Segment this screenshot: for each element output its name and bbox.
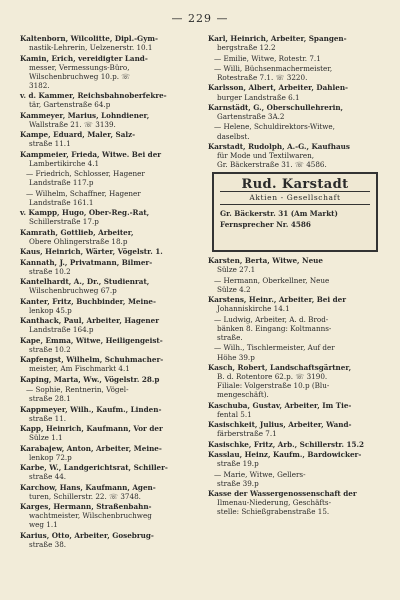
directory-entry <box>20 405 200 423</box>
entry-line: Kappmeyer, Wilh., Kaufm., Linden- <box>20 404 162 414</box>
entry-line: Karsten, Berta, Witwe, Neue <box>208 256 323 266</box>
directory-entry <box>20 208 200 226</box>
directory-subentry <box>208 315 388 342</box>
entry-continuation: Gr. Bäckerstraße 31. ☏ 4586. <box>217 160 327 170</box>
entry-line: Kanthack, Paul, Arbeiter, Hagener <box>20 316 160 326</box>
entry-line: — Friedrich, Schlosser, Hagener <box>26 169 145 179</box>
entry-continuation: Landstraße 161.1 <box>29 197 94 207</box>
directory-entry <box>20 277 200 295</box>
entry-continuation: burger Landstraße 6.1 <box>217 92 300 102</box>
directory-subentry <box>208 470 388 488</box>
entry-continuation: straße 44. <box>29 472 67 482</box>
directory-subentry <box>20 189 200 207</box>
entry-line: Karnstädt, G., Oberschullehrerin, <box>208 102 344 112</box>
entry-continuation: Wilschenbruchweg 67.p <box>29 286 117 296</box>
right-column-top-entries <box>208 34 388 169</box>
entry-line: Kaping, Marta, Ww., Vögelstr. 28.p <box>20 374 160 384</box>
entry-line: — Wilh., Tischlermeister, Auf der <box>214 343 335 353</box>
entry-continuation: Sülze 4.2 <box>217 284 251 294</box>
entry-line: Kaschuba, Gustav, Arbeiter, Im Tie- <box>208 400 352 410</box>
directory-subentry <box>208 64 388 82</box>
directory-entry <box>208 103 388 121</box>
entry-line: Kaus, Heinrich, Wärter, Vögelstr. 1. <box>20 247 163 257</box>
directory-entry <box>20 463 200 481</box>
directory-entry <box>208 450 388 468</box>
directory-entry <box>20 531 200 549</box>
entry-continuation: bänken 8. Eingang: Koltmanns- <box>217 323 332 333</box>
directory-entry <box>20 502 200 529</box>
directory-entry <box>20 91 200 109</box>
entry-continuation: straße 11.1 <box>29 139 71 149</box>
entry-continuation: straße 10.2 <box>29 266 71 276</box>
directory-entry <box>20 258 200 276</box>
directory-subentry <box>208 276 388 294</box>
entry-continuation: wachtmeister, Wilschenbruchweg <box>29 511 152 521</box>
directory-entry <box>208 256 388 274</box>
directory-entry <box>20 444 200 462</box>
entry-continuation: Wallstraße 21. ☏ 3139. <box>29 119 116 129</box>
directory-entry <box>208 83 388 101</box>
directory-entry <box>20 336 200 354</box>
entry-line: Karges, Hermann, Straßenbahn- <box>20 502 152 511</box>
entry-line: Karchow, Hans, Kaufmann, Agen- <box>20 482 156 492</box>
entry-continuation: Filiale: Volgerstraße 10.p (Blu- <box>217 381 330 391</box>
entry-line: — Helene, Schuldirektors-Witwe, <box>214 122 335 132</box>
entry-line: Kamin, Erich, vereidigter Land- <box>20 53 148 63</box>
directory-entry <box>208 440 388 449</box>
entry-line: Kasslau, Heinz, Kaufm., Bardowicker- <box>208 450 362 460</box>
entry-line: Kannath, J., Privatmann, Bilmer- <box>20 257 153 267</box>
entry-continuation: straße 28.1 <box>29 394 71 404</box>
entry-line: Karl, Heinrich, Arbeiter, Spangen- <box>208 34 347 43</box>
entry-continuation: turen, Schillerstr. 22. ☏ 3748. <box>29 491 141 501</box>
directory-entry <box>208 34 388 52</box>
entry-line: Kaltenborn, Wilcolitte, Dipl.-Gym- <box>20 34 158 43</box>
entry-continuation: Gartenstraße 3A.2 <box>217 112 285 121</box>
page-number: — 229 — <box>171 12 229 25</box>
entry-continuation: Rotestraße 7.1. ☏ 3220. <box>217 73 308 82</box>
entry-line: — Hermann, Oberkellner, Neue <box>214 275 330 285</box>
ad-address: Gr. Bäckerstr. 31 (Am Markt) <box>220 208 338 218</box>
directory-entry <box>208 401 388 419</box>
ad-title: Rud. Karstadt <box>241 177 349 193</box>
entry-continuation: straße 39.p <box>217 478 259 488</box>
entry-line: — Willi, Büchsenmachermeister, <box>214 63 333 73</box>
karstadt-advertisement <box>212 172 378 252</box>
entry-line: v. Kampp, Hugo, Ober-Reg.-Rat, <box>20 208 150 218</box>
directory-subentry <box>208 122 388 140</box>
directory-entry <box>208 420 388 438</box>
entry-continuation: straße 10.2 <box>29 344 71 354</box>
entry-line: Kamrath, Gottlieb, Arbeiter, <box>20 227 134 237</box>
ad-subtitle: Aktien - Gesellschaft <box>220 191 370 204</box>
entry-continuation: meister, Am Fischmarkt 4.1 <box>29 364 130 374</box>
entry-continuation: Höhe 39.p <box>217 352 255 362</box>
entry-line: Kasischke, Fritz, Arb., Schillerstr. 15.2 <box>208 439 365 449</box>
directory-entry <box>20 483 200 501</box>
directory-entry <box>20 375 200 384</box>
left-column <box>20 34 200 550</box>
entry-line: Karbe, W., Landgerichtsrat, Schiller- <box>20 463 168 472</box>
entry-line: — Wilhelm, Schaffner, Hagener <box>26 188 141 198</box>
directory-entry <box>20 54 200 91</box>
entry-line: Karlsson, Albert, Arbeiter, Dahlen- <box>208 83 349 93</box>
entry-line: Kasischkeit, Julius, Arbeiter, Wand- <box>208 420 352 430</box>
directory-entry <box>208 489 388 516</box>
entry-continuation: lenkop 45.p <box>29 305 72 315</box>
entry-continuation: straße 38. <box>29 539 67 549</box>
entry-continuation: Obere Ohlingerstraße 18.p <box>29 236 128 246</box>
entry-line: Kampe, Eduard, Maler, Salz- <box>20 130 136 140</box>
right-column-bottom-entries <box>208 256 388 516</box>
entry-continuation: Lambertikirche 4.1 <box>29 158 100 168</box>
entry-line: Kasse der Wassergenossenschaft der <box>208 489 357 499</box>
entry-continuation: stelle: Schießgrabenstraße 15. <box>217 507 330 517</box>
entry-continuation: straße 19.p <box>217 459 259 469</box>
entry-continuation: weg 1.1 <box>29 520 58 530</box>
ad-phone: Fernsprecher Nr. 4586 <box>220 219 311 229</box>
directory-entry <box>20 228 200 246</box>
directory-entry <box>20 130 200 148</box>
directory-subentry <box>20 169 200 187</box>
entry-continuation: lenkop 72.p <box>29 452 72 462</box>
entry-line: Karstens, Heinr., Arbeiter, Bei der <box>208 295 346 305</box>
directory-entry <box>20 424 200 442</box>
entry-line: Kantelhardt, A., Dr., Studienrat, <box>20 277 150 287</box>
entry-continuation: fental 5.1 <box>217 409 252 419</box>
directory-entry <box>208 142 388 169</box>
entry-continuation: Ilmenau-Niederung, Geschäfts- <box>217 498 332 508</box>
entry-continuation: straße. <box>217 333 243 343</box>
entry-continuation: 3182. <box>29 80 50 90</box>
entry-continuation: färberstraße 7.1 <box>217 429 277 439</box>
entry-continuation: Sülze 27.1 <box>217 265 256 275</box>
entry-continuation: Landstraße 164.p <box>29 325 94 335</box>
entry-line: Karabajew, Anton, Arbeiter, Meine- <box>20 443 162 453</box>
directory-entry <box>20 355 200 373</box>
entry-continuation: bergstraße 12.2 <box>217 43 276 53</box>
entry-continuation: Johanniskirche 14.1 <box>217 304 290 314</box>
entry-continuation: Landstraße 117.p <box>29 178 94 188</box>
right-column <box>208 34 388 518</box>
directory-subentry <box>20 385 200 403</box>
directory-entry <box>20 111 200 129</box>
entry-line: Kampmeier, Frieda, Witwe. Bei der <box>20 149 162 159</box>
entry-continuation: tär, Gartenstraße 64.p <box>29 100 111 110</box>
directory-entry <box>208 295 388 313</box>
directory-subentry <box>208 343 388 361</box>
directory-entry <box>20 34 200 52</box>
entry-line: Kapfengst, Wilhelm, Schuhmacher- <box>20 355 164 365</box>
directory-entry <box>20 316 200 334</box>
entry-continuation: daselbst. <box>217 131 250 141</box>
directory-entry <box>208 363 388 400</box>
entry-continuation: Schillerstraße 17.p <box>29 217 99 227</box>
entry-line: Kasch, Robert, Landschaftsgärtner, <box>208 362 352 372</box>
entry-line: Karstadt, Rudolph, A.-G., Kaufhaus <box>208 141 350 151</box>
entry-line: v. d. Kammer, Reichsbahnoberfekre- <box>20 91 167 101</box>
entry-line: Kanter, Fritz, Buchbinder, Meine- <box>20 296 156 306</box>
entry-line: — Emilie, Witwe, Rotestr. 7.1 <box>214 53 321 63</box>
entry-line: Kammeyer, Marius, Lohndiener, <box>20 110 150 120</box>
entry-line: — Ludwig, Arbeiter, A. d. Brod- <box>214 314 329 324</box>
entry-continuation: messer, Vermessungs-Büro, <box>29 62 130 72</box>
entry-line: — Marie, Witwe, Gellers- <box>214 469 306 479</box>
entry-continuation: Wilschenbruchweg 10.p. ☏ <box>29 71 131 81</box>
directory-subentry <box>208 54 388 63</box>
directory-entry <box>20 297 200 315</box>
entry-continuation: B. d. Rotentore 62.p. ☏ 3190. <box>217 372 328 382</box>
entry-line: Kape, Emma, Witwe, Heiligengeist- <box>20 335 163 345</box>
entry-continuation: Sülze 1.1 <box>29 433 63 443</box>
entry-continuation: straße 11. <box>29 413 67 423</box>
directory-entry <box>20 150 200 168</box>
entry-line: — Sophie, Rentnerin, Vögel- <box>26 385 129 394</box>
entry-line: Kapp, Heinrich, Kaufmann, Vor der <box>20 424 163 433</box>
entry-continuation: mengeschäft). <box>217 390 269 400</box>
entry-continuation: für Mode und Textilwaren, <box>217 151 315 160</box>
directory-entry <box>20 247 200 256</box>
entry-continuation: nastik-Lehrerin, Uelzenerstr. 10.1 <box>29 43 153 53</box>
entry-line: Karius, Otto, Arbeiter, Gosebrug- <box>20 530 154 540</box>
